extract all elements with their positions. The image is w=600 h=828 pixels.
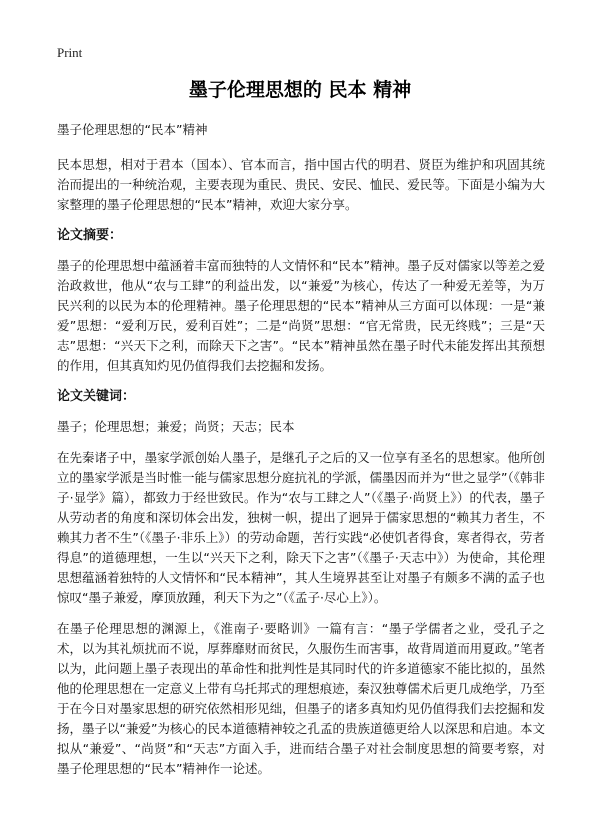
abstract-paragraph: 墨子的伦理思想中蕴涵着丰富而独特的人文情怀和“民本”精神。墨子反对儒家以等差之爱治政救世，他从“农与工肆”的利益出发，以“兼爱”为核心，传达了一种爱无差等，为万民兴利的以民为本的伦理精神。墨子伦理思想的“民本”精神从三方面可以体现：一是“兼爱”思想：“爱利万民，爱利百姓”；二是“尚贤”思想：“官无常贵，民无终贱”；三是“天志”思想：“兴天下之利，而除天下之害”。“民本”精神虽然在墨子时代未能发挥出其预想的作用，但其真知灼见仍值得我们去挖掘和发扬。: [57, 258, 545, 373]
print-link[interactable]: Print: [57, 45, 83, 60]
abstract-heading: 论文摘要：: [57, 228, 123, 243]
intro-paragraph: 民本思想，相对于君本（国本）、官本而言，指中国古代的明君、贤臣为维护和巩固其统治而提出的一种统治观，主要表现为重民、贵民、安民、恤民、爱民等。下面是小编为大家整理的墨子伦理思想的“民本”精神，欢迎大家分享。: [57, 157, 545, 212]
document-subtitle: 墨子伦理思想的“民本”精神: [57, 122, 208, 137]
keywords-paragraph: 墨子；伦理思想；兼爱；尚贤；天志；民本: [57, 419, 295, 434]
body-paragraph-1: 在先秦诸子中，墨家学派创始人墨子，是继孔子之后的又一位享有圣名的思想家。他所创立的墨家学派是当时惟一能与儒家思想分庭抗礼的学派，儒墨因而并为“世之显学”（《韩非子·显学》篇），都致力于经世致民。作为“农与工肆之人”（《墨子·尚贤上》）的代表，墨子从劳动者的角度和深切体会出发，独树一帜，提出了迥异于儒家思想的“赖其力者生，不赖其力者不生”（《墨子·非乐上》）的劳动命题，苦行实践“必使饥者得食，寒者得衣，劳者得息”的道德理想，一生以“兴天下之利，除天下之害”（《墨子·天志中》）为使命，其伦理思想蕴涵着独特的人文情怀和“民本精神”，其人生境界甚至让对墨子有颇多不满的孟子也惊叹“墨子兼爱，摩顶放踵，利天下为之”（《孟子·尽心上》）。: [57, 450, 545, 605]
keywords-heading: 论文关键词：: [57, 389, 136, 404]
document-content: [57, 120, 545, 790]
document-title: 墨子伦理思想的 民本 精神: [188, 79, 412, 101]
body-paragraph-2: 在墨子伦理思想的渊源上，《淮南子·要略训》一篇有言：“墨子学儒者之业，受孔子之术，以为其礼烦扰而不说，厚葬靡财而贫民，久服伤生而害事，故背周道而用夏政。”笔者以为，此问题上墨子表现出的革命性和批判性是其同时代的许多道德家不能比拟的，虽然他的伦理思想在一定意义上带有乌托邦式的理想痕迹，秦汉独尊儒术后更几成绝学，乃至于在今日对墨家思想的研究依然相形见绌，但墨子的诸多真知灼见仍值得我们去挖掘和发扬，墨子以“兼爱”为核心的民本道德精神较之孔孟的贵族道德更给人以深思和启迪。本文拟从“兼爱”、“尚贤”和“天志”方面入手，进而结合墨子对社会制度思想的简要考察，对墨子伦理思想的“民本”精神作一论述。: [57, 621, 545, 776]
